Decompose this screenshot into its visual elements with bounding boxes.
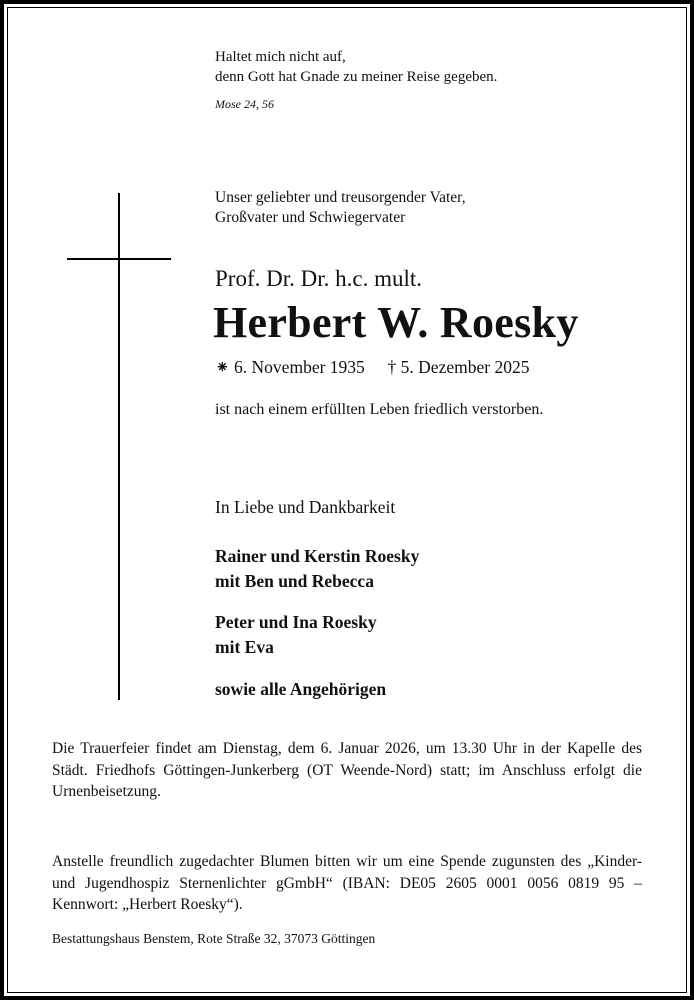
intro-line: Unser geliebter und treusorgender Vater, bbox=[215, 189, 466, 206]
donation-info: Anstelle freundlich zugedachter Blumen bitten wir um eine Spende zugunsten des „Kinder- und Jugendhospiz Sternenlichter gGmbH“ (IBAN: DE05 2605 0001 0056 0819 95 – Kennwort: „Herbert Roesky“). bbox=[52, 853, 642, 913]
mourner-line: sowie alle Angehörigen bbox=[215, 679, 387, 699]
mourner-group bbox=[215, 610, 377, 660]
cross-icon-horizontal bbox=[67, 258, 171, 260]
bible-verse bbox=[215, 47, 497, 87]
cross-icon-vertical bbox=[118, 193, 120, 700]
verse-line: denn Gott hat Gnade zu meiner Reise gegeben. bbox=[215, 69, 498, 85]
mourners-heading: In Liebe und Dankbarkeit bbox=[215, 497, 396, 517]
mourner-line: Rainer und Kerstin Roesky bbox=[215, 546, 420, 566]
life-dates bbox=[215, 356, 529, 378]
mourner-group bbox=[215, 544, 419, 594]
verse-source: Mose 24, 56 bbox=[215, 97, 274, 111]
birth-date: 6. November 1935 bbox=[234, 357, 365, 377]
intro-text bbox=[215, 188, 466, 228]
death-dagger-icon: † bbox=[387, 357, 397, 377]
mourner-line: mit Eva bbox=[215, 637, 274, 657]
death-statement: ist nach einem erfüllten Leben friedlich verstorben. bbox=[215, 401, 544, 418]
service-info: Die Trauerfeier findet am Dienstag, dem 6. Januar 2026, um 13.30 Uhr in der Kapelle des Städt. Friedhofs Göttingen-Junkerberg (OT Weende-Nord) statt; im Anschluss erfolgt die Urnenbeisetzung. bbox=[52, 740, 642, 800]
intro-line: Großvater und Schwiegervater bbox=[215, 209, 406, 226]
mourner-line: mit Ben und Rebecca bbox=[215, 571, 374, 591]
deceased-name: Herbert W. Roesky bbox=[213, 298, 579, 347]
verse-line: Haltet mich nicht auf, bbox=[215, 49, 346, 65]
undertaker-info: Bestattungshaus Benstem, Rote Straße 32, 37073 Göttingen bbox=[52, 931, 376, 946]
academic-title: Prof. Dr. Dr. h.c. mult. bbox=[215, 266, 422, 291]
mourner-line: Peter und Ina Roesky bbox=[215, 612, 377, 632]
mourner-group bbox=[215, 677, 386, 702]
birth-star-icon: ⁕ bbox=[215, 357, 230, 377]
death-date: 5. Dezember 2025 bbox=[400, 357, 530, 377]
